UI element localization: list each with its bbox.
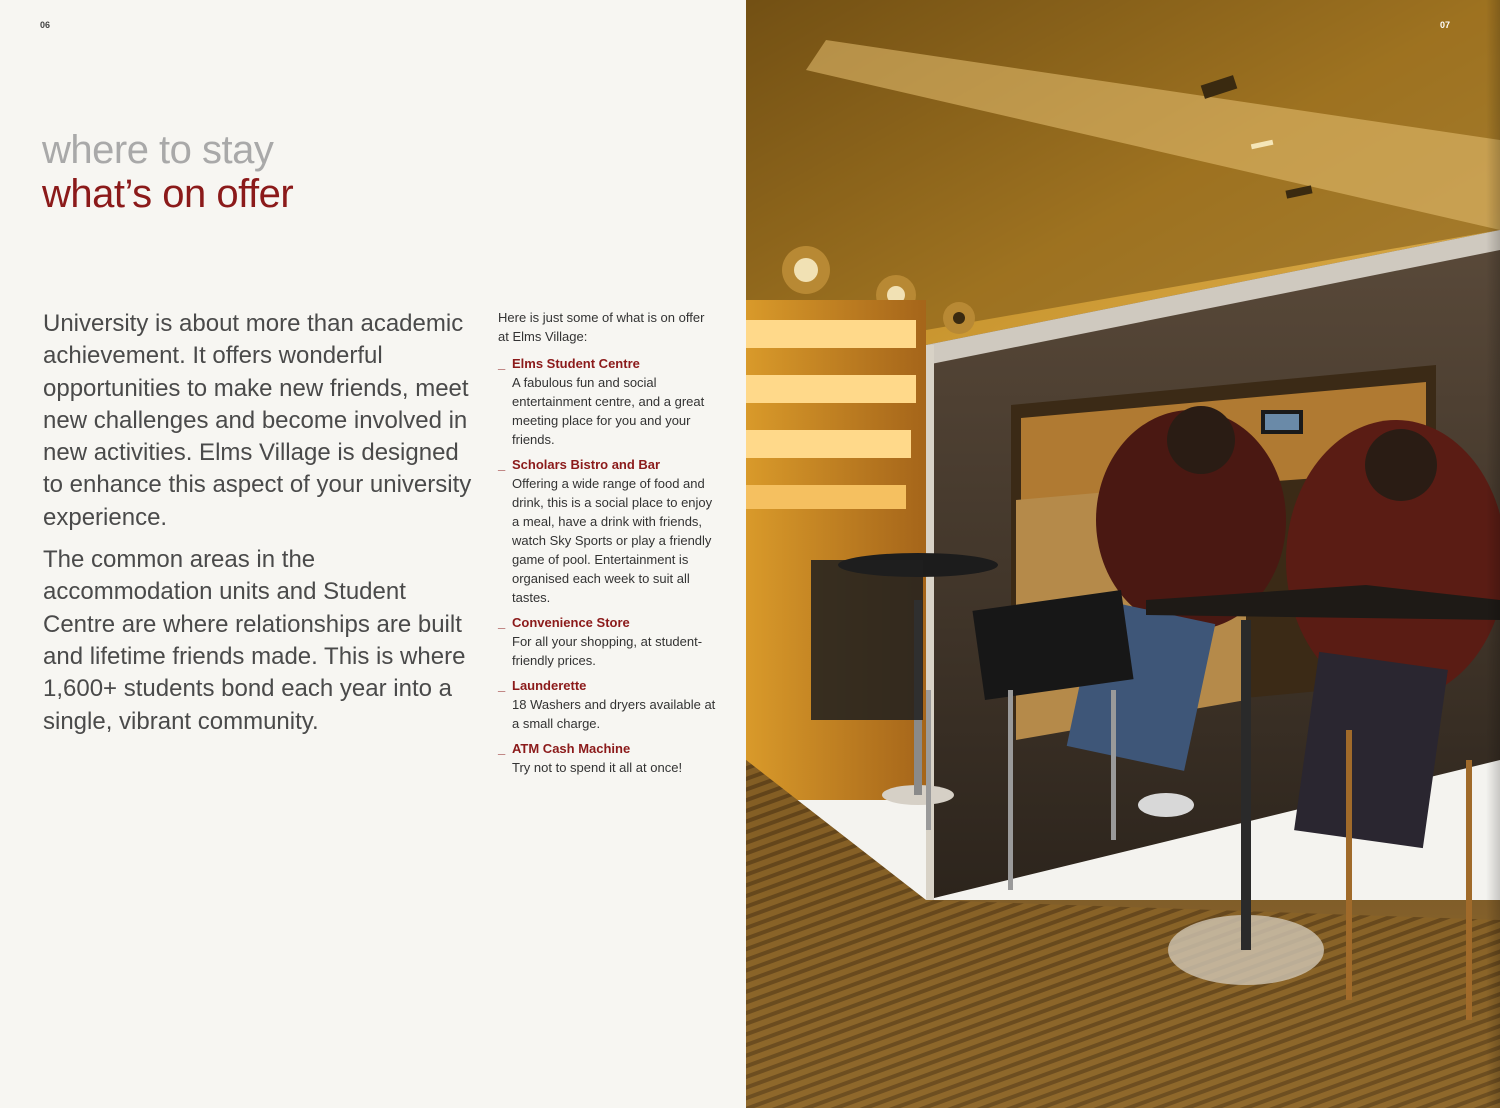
offer-sidebar <box>498 308 718 783</box>
page-number-left: 06 <box>40 20 51 30</box>
offer-name: ATM Cash Machine <box>512 741 631 756</box>
right-page <box>746 0 1500 1108</box>
offer-description: Try not to spend it all at once! <box>512 760 683 775</box>
sidebar-intro: Here is just some of what is on offer at Elms Village: <box>498 310 705 344</box>
offer-description: A fabulous fun and social entertainment centre, and a great meeting place for you and your friends. <box>512 375 705 447</box>
page-gutter-shadow <box>1486 0 1500 1108</box>
offer-description: For all your shopping, at student-friendly prices. <box>512 634 703 668</box>
offer-name: Convenience Store <box>512 615 630 630</box>
page-title <box>42 128 293 216</box>
body-paragraph-1: University is about more than academic achievement. It offers wonderful opportunities to make new friends, meet new challenges and become involved in new activities. Elms Village is designed to enhance this aspect of your university experience. <box>43 310 472 531</box>
dash-bullet: _ <box>498 678 506 693</box>
dash-bullet: _ <box>498 615 506 630</box>
offer-item-atm <box>498 739 718 777</box>
body-paragraph-2: The common areas in the accommodation units and Student Centre are where relationships are built and lifetime friends made. This is where 1,600+ students bond each year into a single, vibrant community. <box>43 546 466 735</box>
offer-item-launderette <box>498 676 718 733</box>
page-number-right: 07 <box>1439 20 1450 30</box>
offer-description: 18 Washers and dryers available at a small charge. <box>512 697 716 731</box>
title-line-where-to-stay: where to stay <box>42 128 274 172</box>
offer-name: Launderette <box>512 678 587 693</box>
offer-name: Elms Student Centre <box>512 356 640 371</box>
offer-name: Scholars Bistro and Bar <box>512 457 661 472</box>
dash-bullet: _ <box>498 356 506 371</box>
offer-description: Offering a wide range of food and drink, this is a social place to enjoy a meal, have a drink with friends, watch Sky Sports or play a friendly game of pool. Entertainment is organised each week to suit all tastes. <box>512 476 713 605</box>
offer-item-scholars-bistro <box>498 455 718 607</box>
offer-item-convenience-store <box>498 613 718 670</box>
bistro-photo <box>746 0 1500 1108</box>
offer-item-elms-student-centre <box>498 354 718 449</box>
body-text <box>43 308 483 748</box>
left-page <box>0 0 746 1108</box>
dash-bullet: _ <box>498 741 506 756</box>
dash-bullet: _ <box>498 457 506 472</box>
title-line-whats-on-offer: what’s on offer <box>42 172 294 216</box>
